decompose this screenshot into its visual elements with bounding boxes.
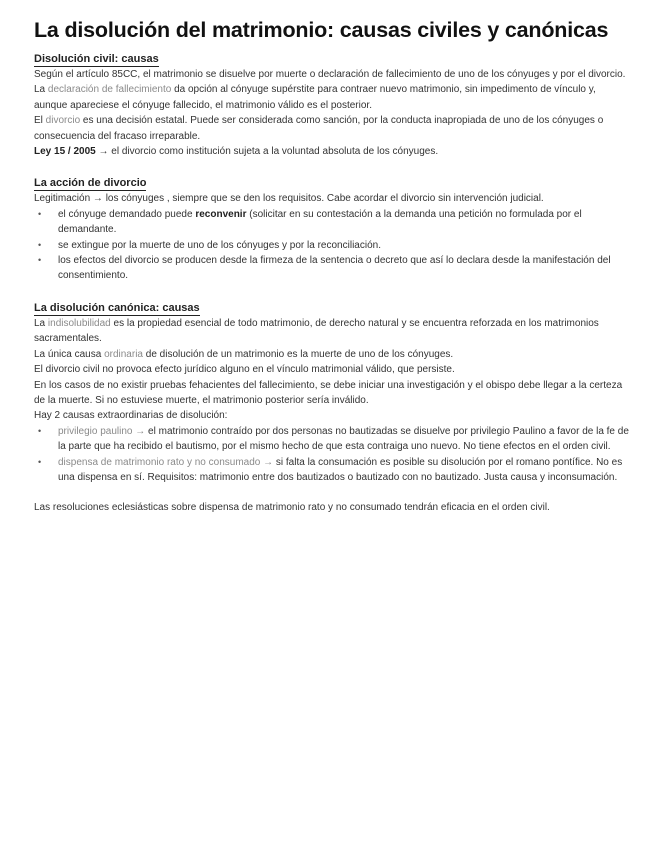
text: El divorcio civil no provoca efecto jurídico alguno en el vínculo matrimonial válido, que persiste.: [34, 364, 455, 376]
list-item: [58, 238, 630, 253]
text: (solicitar en su contestación a la demanda una petición no formulada por el demandante.: [58, 208, 582, 236]
list-item: [58, 253, 630, 284]
paragraph: [34, 144, 630, 159]
text: los efectos del divorcio se producen desde la firmeza de la sentencia o decreto que así lo declara desde la manifestación del consentimiento.: [58, 255, 611, 282]
term-highlight: declaración de fallecimiento: [47, 84, 172, 96]
section-heading-accion: La acción de divorcio: [34, 177, 147, 190]
term-highlight: indisolubilidad: [47, 317, 111, 329]
text: es una decisión estatal. Puede ser considerada como sanción, por la conducta inapropiada de uno de los cónyuges o consecuencia del fracaso irreparable.: [34, 115, 604, 142]
text: Legitimación → los cónyuges , siempre que se den los requisitos. Cabe acordar el divorcio sin intervención judicial.: [34, 193, 544, 205]
text: es la propiedad esencial de todo matrimonio, de derecho natural y se encuentra reforzada en los matrimonios sacramentales.: [34, 317, 599, 345]
paragraph: [34, 67, 630, 82]
text: La: [34, 84, 48, 96]
text: La única causa: [34, 348, 105, 360]
paragraph: [34, 113, 630, 144]
bold-term: reconvenir: [195, 208, 247, 220]
bullet-list: [34, 424, 630, 486]
page-title: La disolución del matrimonio: causas civiles y canónicas: [34, 18, 609, 42]
term-highlight: ordinaria: [104, 348, 143, 360]
section-canonica: [34, 298, 630, 516]
paragraph-final: [34, 500, 630, 515]
list-item: [58, 207, 630, 238]
paragraph: [34, 378, 630, 409]
text: el cónyuge demandado puede: [58, 208, 196, 220]
paragraph: [34, 408, 630, 423]
text: Hay 2 causas extraordinarias de disolución:: [34, 410, 228, 422]
paragraph: [34, 82, 630, 113]
text: La: [34, 317, 48, 329]
paragraph: [34, 316, 630, 347]
paragraph: [34, 191, 630, 206]
text: El: [34, 115, 46, 127]
text: da opción al cónyuge supérstite para contraer nuevo matrimonio, sin impedimento de vínculo y, aunque apareciese el cónyuge fallecido, el matrimonio válido es el posterior.: [34, 84, 596, 111]
document-page: [34, 18, 630, 516]
section-heading-canonica: La disolución canónica: causas: [34, 301, 200, 314]
paragraph: [34, 347, 630, 362]
section-heading-civil: Disolución civil: causas: [34, 53, 159, 65]
text: si falta la consumación es posible su disolución por el romano pontífice. No es una dispensa en sí. Requisitos: matrimonio entre dos bautizados o bautizado con no bautizado. Justa causa y inconsumación.: [58, 456, 623, 483]
text: → el divorcio como institución sujeta a la voluntad absoluta de los cónyuges.: [95, 146, 439, 158]
term-highlight: divorcio: [45, 115, 81, 127]
text: se extingue por la muerte de uno de los cónyuges y por la reconciliación.: [58, 239, 381, 251]
term-highlight: dispensa de matrimonio rato y no consumado →: [58, 456, 274, 468]
text: de disolución de un matrimonio es la muerte de uno de los cónyuges.: [142, 348, 454, 360]
section-civil: [34, 49, 630, 159]
text: En los casos de no existir pruebas fehacientes del fallecimiento, se debe iniciar una investigación y el obispo debe llegar a la certeza de la muerte. Si no estuviese muerte, el matrimonio posterior sería inválido.: [34, 379, 623, 406]
list-item: [58, 424, 630, 455]
paragraph: [34, 362, 630, 377]
section-accion: [34, 173, 630, 283]
text: el matrimonio contraído por dos personas no bautizadas se disuelve por privilegio Paulino a favor de la fe de la parte que ha recibido el bautismo, por el mismo hecho de que esta contraiga uno nuevo. No tiene efectos en el orden civil.: [58, 425, 629, 453]
list-item: [58, 455, 630, 486]
law-reference: Ley 15 / 2005: [34, 146, 96, 158]
text: Según el artículo 85CC, el matrimonio se disuelve por muerte o declaración de fallecimiento de uno de los cónyuges y por el divorcio.: [34, 69, 626, 80]
term-highlight: privilegio paulino →: [58, 425, 146, 437]
bullet-list: [34, 207, 630, 284]
text: Las resoluciones eclesiásticas sobre dispensa de matrimonio rato y no consumado tendrán eficacia en el orden civil.: [34, 502, 550, 514]
